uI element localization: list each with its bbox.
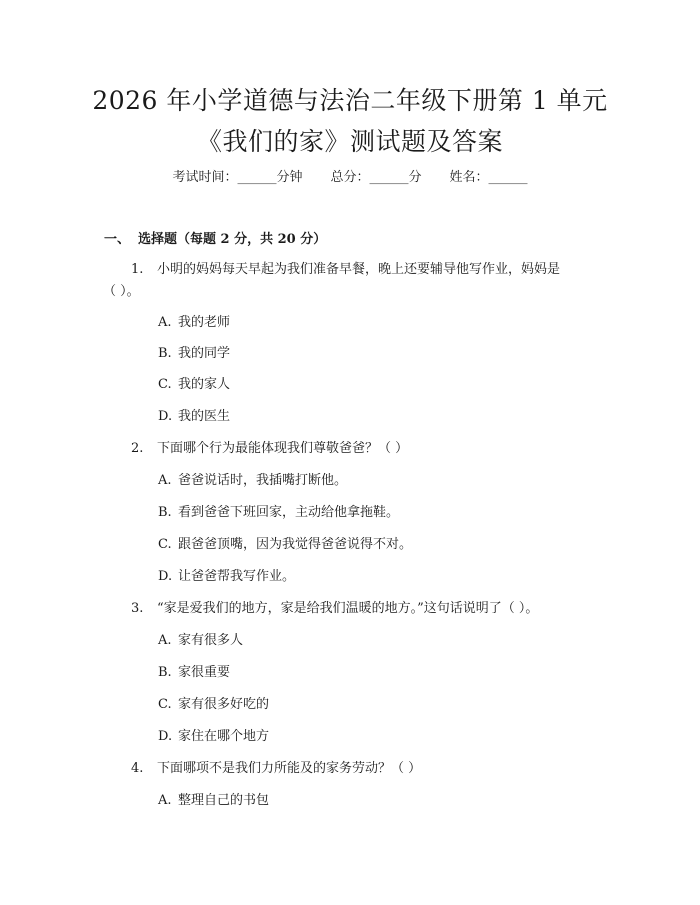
total-score-label: 总分：______分 <box>330 170 422 185</box>
question-number: 1. <box>131 262 144 277</box>
question-text: 下面哪个行为最能体现我们尊敬爸爸？（ ） <box>157 441 409 456</box>
option-text: 我的医生 <box>178 409 231 424</box>
section-title: 选择题（每题 2 分，共 20 分） <box>138 232 327 247</box>
question-number: 3. <box>131 601 144 616</box>
question-1-text-continued: （ ）。 <box>103 284 140 299</box>
option-letter: B. <box>158 505 172 520</box>
option-letter: D. <box>158 729 173 744</box>
question-1 <box>131 260 560 280</box>
question-2-option-c <box>158 535 412 555</box>
question-2-option-b <box>158 503 399 523</box>
option-letter: C. <box>158 537 172 552</box>
option-text: 家有很多人 <box>178 633 244 648</box>
question-text: 小明的妈妈每天早起为我们准备早餐，晚上还要辅导他写作业，妈妈是 <box>157 262 561 277</box>
question-1-option-b <box>158 344 230 364</box>
question-text: 下面哪项不是我们力所能及的家务劳动？（ ） <box>157 761 422 776</box>
option-text: 看到爸爸下班回家，主动给他拿拖鞋。 <box>178 505 400 520</box>
question-3-option-b <box>158 663 230 683</box>
question-3-option-c <box>158 695 269 715</box>
option-text: 跟爸爸顶嘴，因为我觉得爸爸说得不对。 <box>178 537 413 552</box>
option-text: 爸爸说话时，我插嘴打断他。 <box>178 473 348 488</box>
document-title-line2: 《我们的家》测试题及答案 <box>196 127 503 156</box>
question-3-option-d <box>158 727 269 747</box>
question-3 <box>131 599 538 619</box>
student-name-label: 姓名：______ <box>449 170 528 185</box>
option-letter: C. <box>158 697 172 712</box>
option-text: 我的老师 <box>178 315 231 330</box>
section-number: 一、 <box>104 232 131 247</box>
option-text: 整理自己的书包 <box>178 793 270 808</box>
option-letter: B. <box>158 346 172 361</box>
question-2-option-a <box>158 471 347 491</box>
section-heading <box>104 230 326 250</box>
exam-time-label: 考试时间：______分钟 <box>172 170 303 185</box>
option-text: 家很重要 <box>178 665 231 680</box>
question-4-option-a <box>158 791 269 811</box>
question-3-option-a <box>158 631 243 651</box>
question-2-option-d <box>158 567 295 587</box>
option-letter: C. <box>158 377 172 392</box>
question-1-option-a <box>158 313 230 333</box>
document-title-line1: 2026 年小学道德与法治二年级下册第 1 单元 <box>92 86 608 115</box>
option-letter: D. <box>158 569 173 584</box>
question-number: 4. <box>131 761 144 776</box>
option-text: 家有很多好吃的 <box>178 697 270 712</box>
option-letter: D. <box>158 409 173 424</box>
option-text: 我的家人 <box>178 377 231 392</box>
option-text: 我的同学 <box>178 346 231 361</box>
option-text: 让爸爸帮我写作业。 <box>178 569 296 584</box>
option-letter: A. <box>158 473 172 488</box>
option-letter: B. <box>158 665 172 680</box>
option-text: 家住在哪个地方 <box>178 729 270 744</box>
option-letter: A. <box>158 633 172 648</box>
question-4 <box>131 759 421 779</box>
question-1-option-c <box>158 375 230 395</box>
question-text: “家是爱我们的地方，家是给我们温暖的地方。”这句话说明了（ ）。 <box>157 601 539 616</box>
question-number: 2. <box>131 441 144 456</box>
exam-meta <box>0 168 700 188</box>
question-1-option-d <box>158 407 230 427</box>
option-letter: A. <box>158 315 172 330</box>
option-letter: A. <box>158 793 172 808</box>
question-2 <box>131 439 408 459</box>
